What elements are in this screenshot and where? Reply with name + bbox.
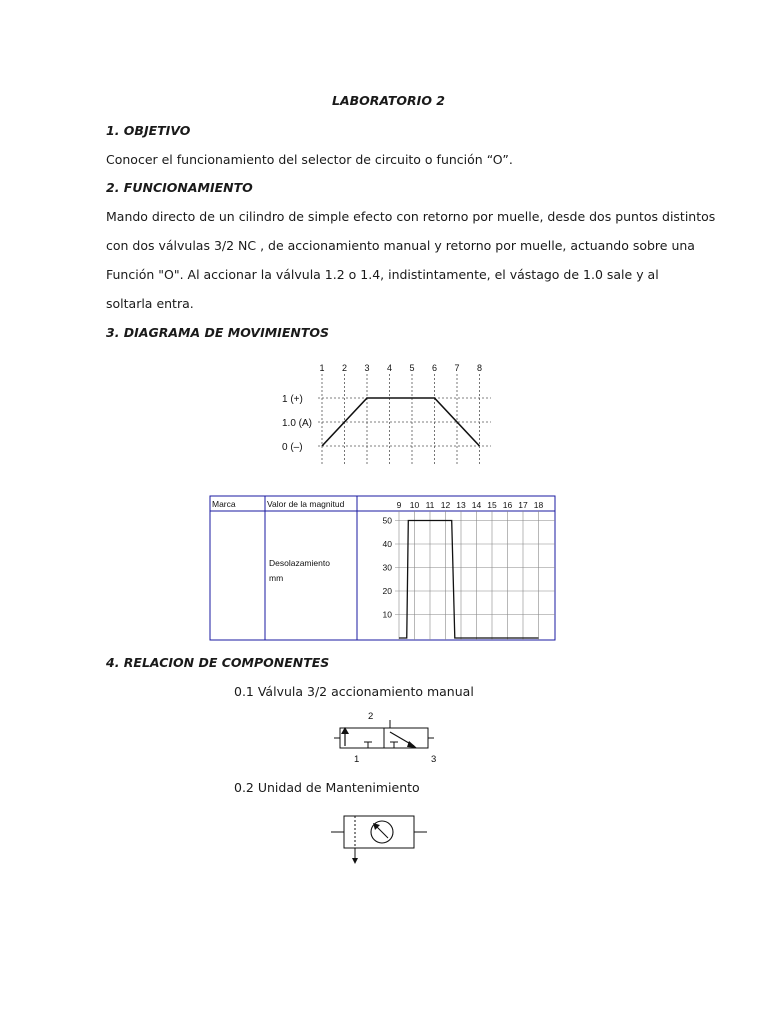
funcionamiento-line: Función "O". Al accionar la válvula 1.2 o 1.4, indistintamente, el vástago de 1.0 sale y al — [106, 267, 659, 282]
section-heading-diagrama: 3. DIAGRAMA DE MOVIMIENTOS — [106, 325, 329, 340]
row-label-line: mm — [269, 573, 284, 583]
table-x-tick: 14 — [471, 500, 482, 510]
valve-port-label: 2 — [368, 711, 374, 722]
motion-x-tick: 4 — [386, 363, 393, 373]
motion-x-tick: 8 — [476, 363, 483, 373]
table-y-tick: 50 — [382, 515, 392, 526]
table-x-tick: 18 — [533, 500, 544, 510]
valve-3-2-icon — [318, 708, 448, 768]
displacement-line — [399, 521, 539, 639]
maintenance-unit-icon — [326, 812, 436, 872]
funcionamiento-line: Mando directo de un cilindro de simple efecto con retorno por muelle, desde dos puntos distintos — [106, 209, 716, 224]
table-x-tick: 10 — [409, 500, 420, 510]
table-x-tick: 12 — [440, 500, 451, 510]
motion-y-level: 1 (+) — [282, 394, 303, 405]
table-y-tick: 30 — [382, 562, 392, 573]
table-x-tick: 17 — [518, 500, 528, 510]
funcionamiento-line: soltarla entra. — [106, 296, 194, 311]
section-heading-funcionamiento: 2. FUNCIONAMIENTO — [106, 180, 253, 195]
valve-port-label: 3 — [431, 754, 437, 765]
table-x-tick: 15 — [487, 500, 497, 510]
table-x-tick: 13 — [456, 500, 466, 510]
displacement-table — [209, 495, 557, 643]
table-x-tick: 11 — [425, 500, 435, 510]
motion-y-level: 1.0 (A) — [282, 418, 313, 429]
table-x-tick: 9 — [396, 500, 402, 510]
table-header-marca: Marca — [212, 499, 236, 509]
table-y-tick: 10 — [382, 609, 392, 620]
valve-port-label: 1 — [354, 754, 360, 765]
motion-y-level: 0 (–) — [282, 442, 303, 453]
motion-x-tick: 6 — [431, 363, 438, 373]
motion-x-tick: 3 — [364, 363, 370, 373]
table-header-valor: Valor de la magnitud — [267, 499, 345, 509]
row-label-line: Desolazamiento — [269, 558, 330, 568]
funcionamiento-line: con dos válvulas 3/2 NC , de accionamiento manual y retorno por muelle, actuando sobre una — [106, 238, 695, 253]
section-heading-objetivo: 1. OBJETIVO — [106, 123, 191, 138]
table-x-tick: 16 — [502, 500, 513, 510]
motion-diagram — [276, 362, 496, 472]
table-y-tick: 40 — [382, 539, 392, 549]
objetivo-text: Conocer el funcionamiento del selector de circuito o función “O”. — [106, 152, 513, 167]
motion-x-tick: 5 — [409, 363, 415, 373]
motion-x-tick: 7 — [454, 363, 460, 373]
motion-x-tick: 1 — [319, 363, 325, 373]
motion-x-tick: 2 — [341, 363, 348, 373]
table-y-tick: 20 — [382, 586, 392, 596]
component-label-valve: 0.1 Válvula 3/2 accionamiento manual — [234, 684, 474, 699]
component-label-maintenance: 0.2 Unidad de Mantenimiento — [234, 780, 420, 795]
page-title: LABORATORIO 2 — [332, 93, 446, 108]
section-heading-componentes: 4. RELACION DE COMPONENTES — [106, 655, 330, 670]
